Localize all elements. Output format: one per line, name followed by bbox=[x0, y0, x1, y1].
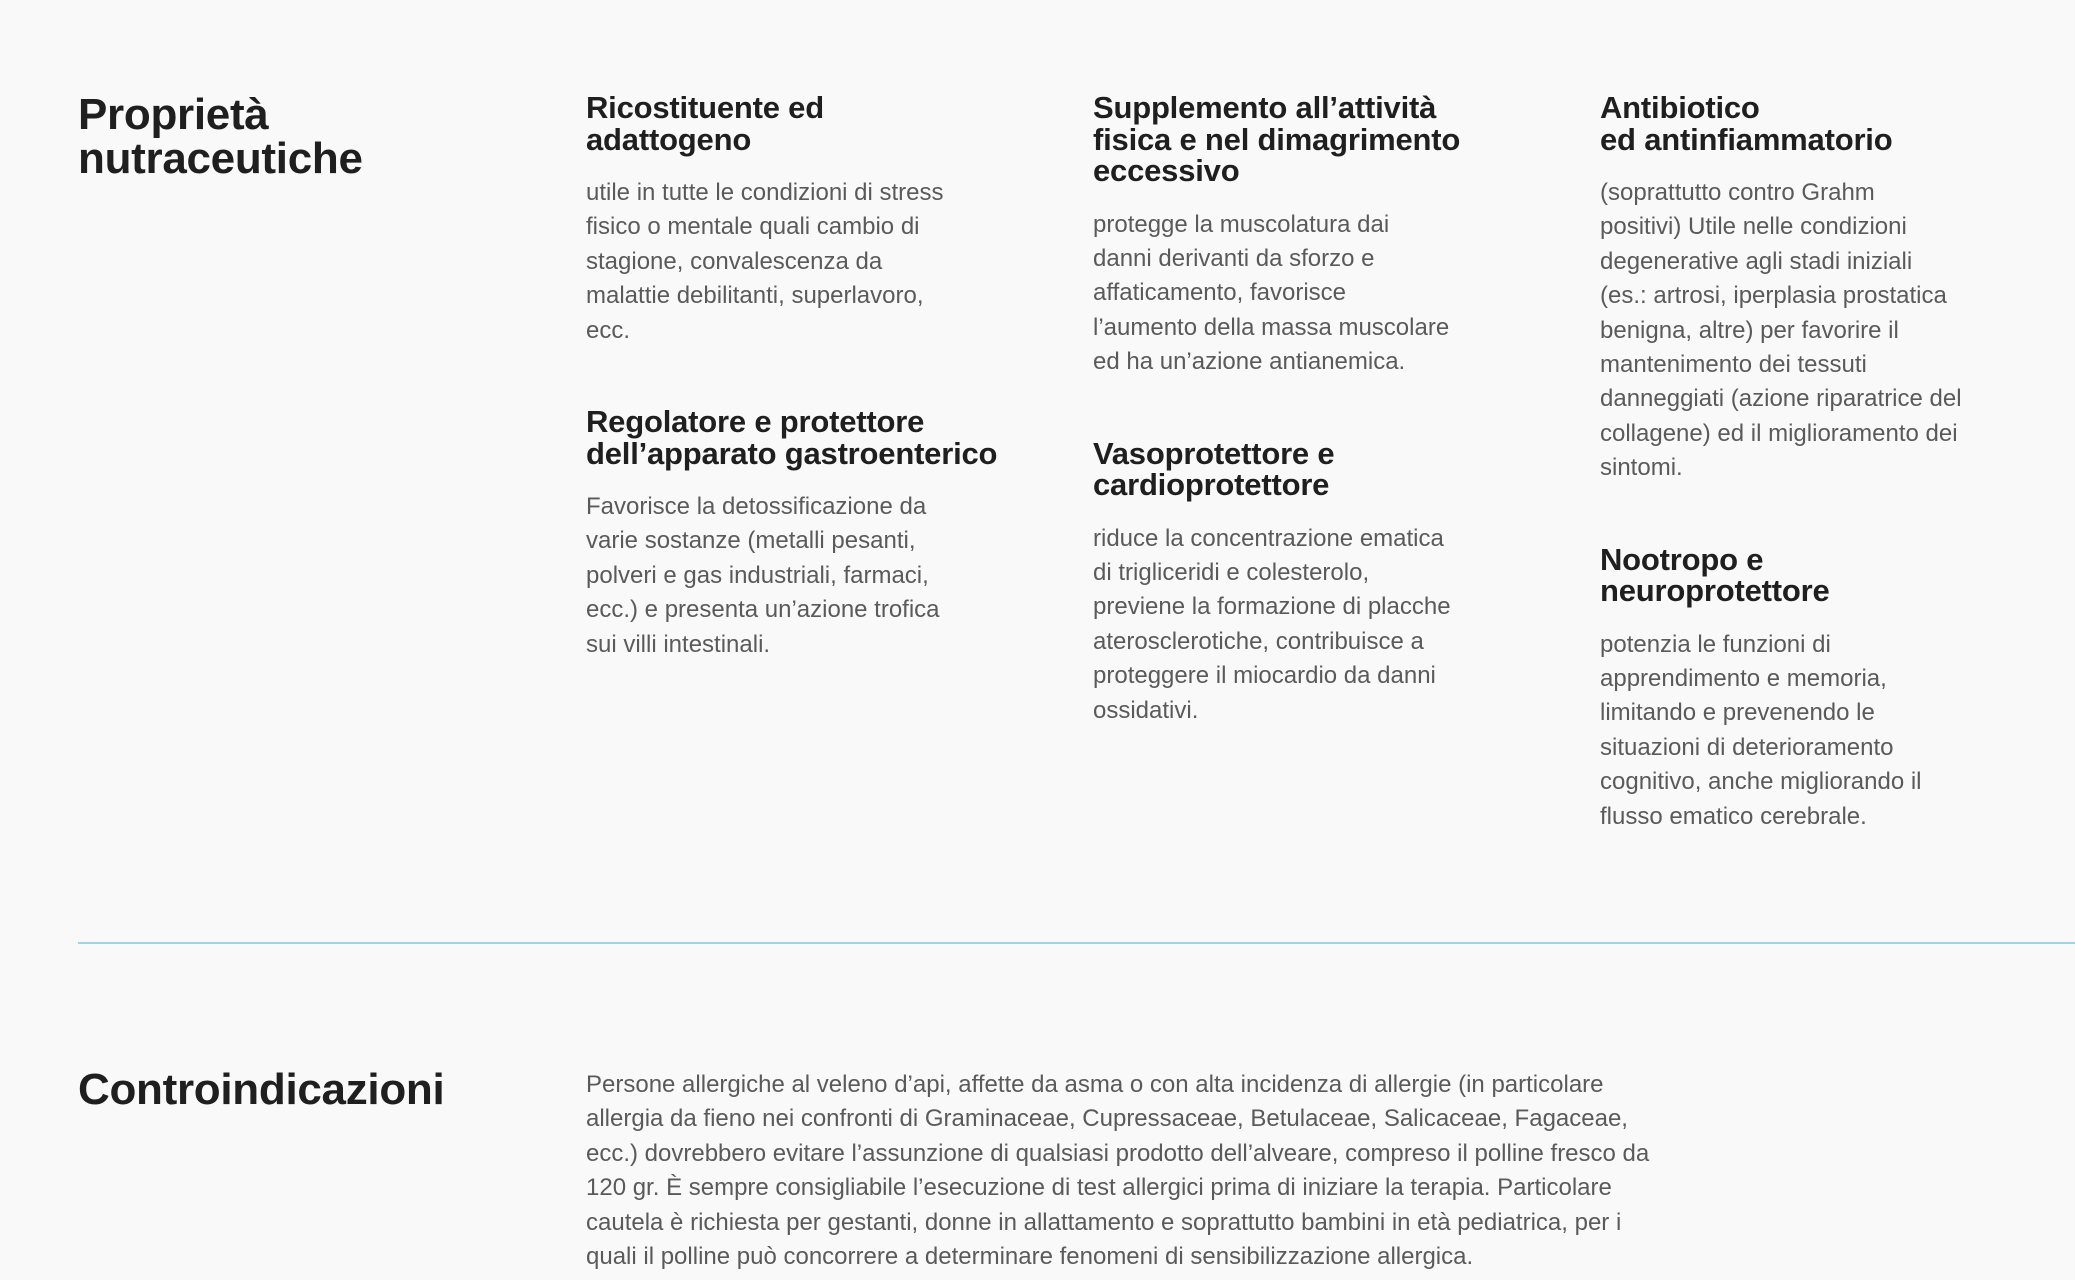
text-line: positivi) Utile nelle condizioni bbox=[1600, 213, 1907, 241]
text-line: situazioni di deterioramento bbox=[1600, 733, 1894, 761]
text-line: collagene) ed il miglioramento dei bbox=[1600, 419, 1958, 447]
property-title-line: Nootropo e bbox=[1600, 541, 1764, 577]
text-line: danni derivanti da sforzo e bbox=[1093, 244, 1375, 272]
text-line: flusso ematico cerebrale. bbox=[1600, 802, 1867, 830]
text-line: (es.: artrosi, iperplasia prostatica bbox=[1600, 282, 1947, 310]
text-line: apprendimento e memoria, bbox=[1600, 665, 1887, 693]
property-text bbox=[586, 490, 986, 662]
text-line: cautela è richiesta per gestanti, donne in allattamento e soprattutto bambini in età pediatrica, per i bbox=[586, 1208, 1622, 1236]
text-line: sui villi intestinali. bbox=[586, 630, 771, 658]
text-line: mantenimento dei tessuti bbox=[1600, 351, 1867, 379]
text-line: polveri e gas industriali, farmaci, bbox=[586, 561, 929, 589]
property-text bbox=[1093, 522, 1493, 728]
text-line: previene la formazione di placche bbox=[1093, 593, 1451, 621]
contraindications-text bbox=[586, 1068, 1736, 1274]
properties-title-line: nutraceutiche bbox=[78, 134, 363, 183]
property-title bbox=[1600, 92, 2050, 155]
text-line: Persone allergiche al veleno d’api, affette da asma o con alta incidenza di allergie (in particolare bbox=[586, 1071, 1604, 1098]
text-line: quali il polline può concorrere a determinare fenomeni di sensibilizzazione allergica. bbox=[586, 1243, 1474, 1271]
property-item-nootropo bbox=[1600, 541, 2050, 834]
text-line: allergia da fieno nei confronti di Graminaceae, Cupressaceae, Betulaceae, Salicaceae, Fagaceae, bbox=[586, 1105, 1628, 1133]
property-item-ricostituente bbox=[586, 92, 1036, 348]
text-line: di trigliceridi e colesterolo, bbox=[1093, 558, 1370, 586]
text-line: malattie debilitanti, superlavoro, bbox=[586, 282, 924, 310]
property-title-line: Regolatore e protettore bbox=[586, 404, 925, 440]
property-title-line: Antibiotico bbox=[1600, 90, 1760, 125]
property-text bbox=[586, 176, 986, 348]
property-title bbox=[586, 406, 1036, 469]
property-title bbox=[586, 92, 1036, 155]
properties-title bbox=[78, 90, 363, 183]
property-title-line: eccessivo bbox=[1093, 153, 1240, 188]
text-line: (soprattutto contro Grahm bbox=[1600, 179, 1875, 206]
text-line: benigna, altre) per favorire il bbox=[1600, 316, 1899, 344]
property-item-vasoprotettore bbox=[1093, 435, 1543, 728]
text-line: aterosclerotiche, contribuisce a bbox=[1093, 627, 1424, 655]
text-line: fisico o mentale quali cambio di bbox=[586, 213, 920, 241]
text-line: Favorisce la detossificazione da bbox=[586, 493, 927, 521]
property-title-line: Ricostituente ed bbox=[586, 90, 824, 125]
property-title-line: fisica e nel dimagrimento bbox=[1093, 121, 1461, 157]
text-line: ossidativi. bbox=[1093, 696, 1199, 724]
text-line: stagione, convalescenza da bbox=[586, 247, 883, 275]
text-line: potenzia le funzioni di bbox=[1600, 630, 1831, 658]
property-title-line: cardioprotettore bbox=[1093, 467, 1330, 503]
property-text bbox=[1600, 628, 2000, 834]
text-line: ecc. bbox=[586, 316, 631, 344]
text-line: ed ha un’azione antianemica. bbox=[1093, 348, 1406, 376]
text-line: ecc.) e presenta un’azione trofica bbox=[586, 596, 940, 624]
text-line: utile in tutte le condizioni di stress bbox=[586, 179, 944, 206]
property-title-line: adattogeno bbox=[586, 121, 752, 157]
property-title-line: dell’apparato gastroenterico bbox=[586, 435, 998, 471]
text-line: riduce la concentrazione ematica bbox=[1093, 524, 1444, 552]
text-line: varie sostanze (metalli pesanti, bbox=[586, 527, 916, 555]
text-line: proteggere il miocardio da danni bbox=[1093, 662, 1436, 690]
property-title-line: ed antinfiammatorio bbox=[1600, 121, 1893, 157]
properties-title-line: Proprietà bbox=[78, 90, 269, 139]
text-line: protegge la muscolatura dai bbox=[1093, 210, 1390, 238]
property-title bbox=[1093, 435, 1543, 503]
text-line: cognitivo, anche migliorando il bbox=[1600, 768, 1922, 796]
text-line: sintomi. bbox=[1600, 454, 1683, 482]
property-text bbox=[1093, 208, 1493, 380]
property-title bbox=[1600, 541, 2050, 609]
properties-column-2 bbox=[1093, 92, 1543, 786]
text-line: degenerative agli stadi iniziali bbox=[1600, 247, 1913, 275]
text-line: limitando e prevenendo le bbox=[1600, 699, 1875, 727]
text-line: 120 gr. È sempre consigliabile l’esecuzione di test allergici prima di iniziare la terapia. Particolare bbox=[586, 1174, 1612, 1202]
property-item-supplemento bbox=[1093, 92, 1543, 380]
properties-column-3 bbox=[1600, 92, 2050, 892]
property-text bbox=[1600, 176, 2000, 486]
text-line: danneggiati (azione riparatrice del bbox=[1600, 385, 1962, 413]
contraindications-title: Controindicazioni bbox=[78, 1065, 445, 1114]
section-divider bbox=[78, 942, 2075, 944]
property-title-line: Vasoprotettore e bbox=[1093, 435, 1335, 471]
property-title-line: Supplemento all’attività bbox=[1093, 90, 1437, 125]
property-title bbox=[1093, 92, 1543, 187]
properties-column-1 bbox=[586, 92, 1036, 720]
text-line: l’aumento della massa muscolare bbox=[1093, 313, 1450, 341]
text-line: affaticamento, favorisce bbox=[1093, 279, 1347, 307]
property-item-antibiotico bbox=[1600, 92, 2050, 486]
text-line: ecc.) dovrebbero evitare l’assunzione di qualsiasi prodotto dell’alveare, compreso il polline fresco da bbox=[586, 1139, 1650, 1167]
property-item-regolatore bbox=[586, 406, 1036, 662]
property-title-line: neuroprotettore bbox=[1600, 573, 1830, 609]
